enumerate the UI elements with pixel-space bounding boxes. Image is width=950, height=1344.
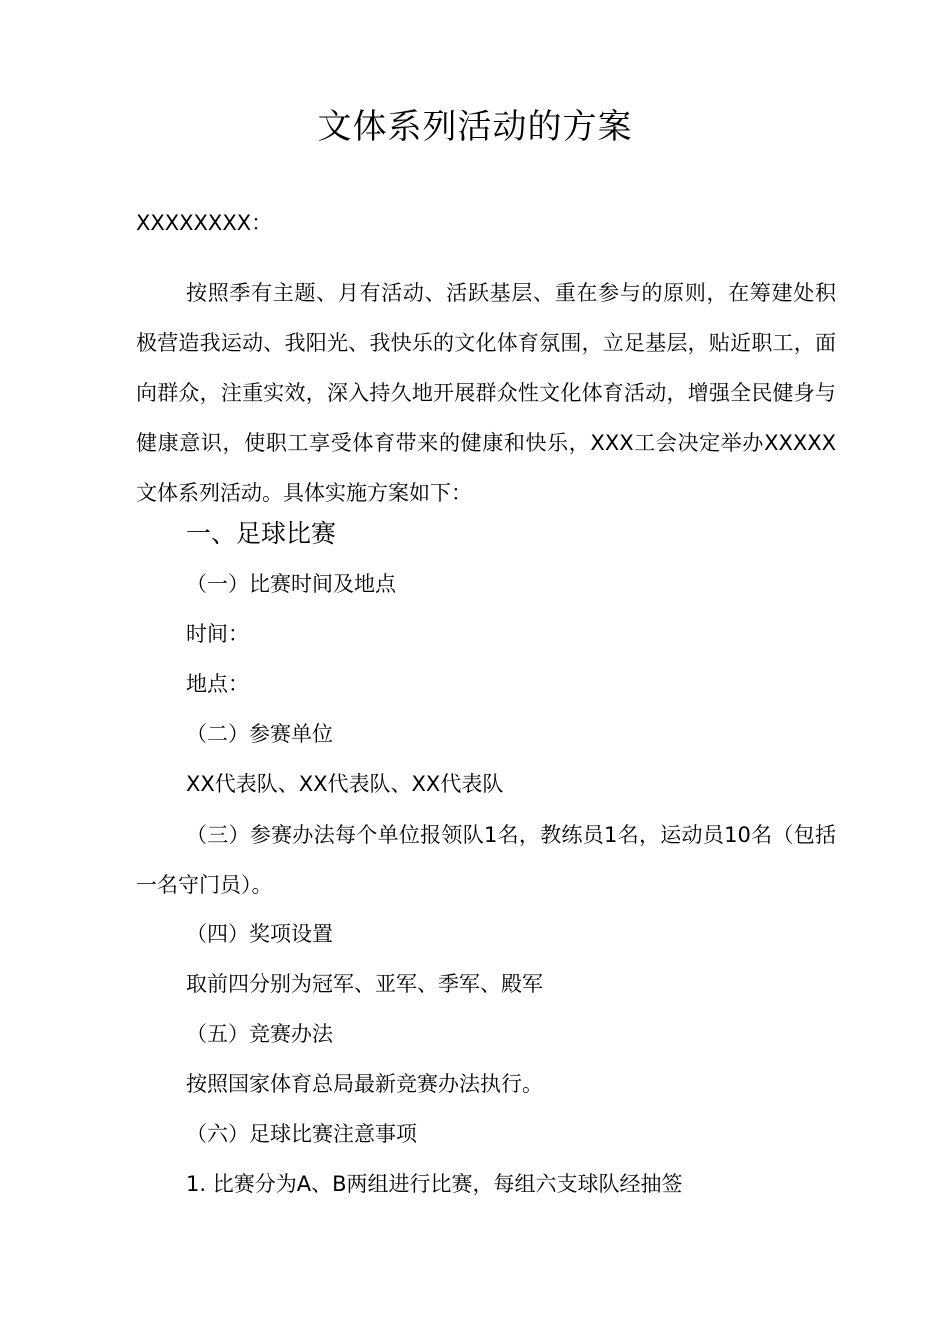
participant-units: XX代表队、XX代表队、XX代表队 <box>186 772 504 796</box>
document-title: 文体系列活动的方案 <box>317 107 633 147</box>
subheading-competition-method: （五）竞赛办法 <box>186 1022 333 1046</box>
participation-rules-paragraph: （三）参赛办法每个单位报领队1名，教练员1名，运动员10名（包括一名守门员）。 <box>136 823 836 897</box>
subheading-time-place: （一）比赛时间及地点 <box>186 572 396 596</box>
salutation: XXXXXXXX： <box>136 211 273 235</box>
competition-method-text: 按照国家体育总局最新竞赛办法执行。 <box>186 1072 543 1096</box>
time-label: 时间： <box>186 622 249 646</box>
subheading-football-notes: （六）足球比赛注意事项 <box>186 1122 417 1146</box>
section-heading-football: 一、足球比赛 <box>186 519 337 548</box>
awards-text: 取前四分别为冠军、亚军、季军、殿军 <box>186 972 543 996</box>
intro-paragraph: 按照季有主题、月有活动、活跃基层、重在参与的原则，在筹建处积极营造我运动、我阳光、我快乐的文化体育氛围，立足基层，贴近职工，面向群众，注重实效，深入持久地开展群众性文化体育活动，增强全民健身与健康意识，使职工享受体育带来的健康和快乐，XXX工会决定举办XXXXX文体系列活动。具体实施方案如下： <box>136 281 836 505</box>
subheading-participants: （二）参赛单位 <box>186 722 333 746</box>
subheading-awards: （四）奖项设置 <box>186 922 333 946</box>
place-label: 地点： <box>186 672 249 696</box>
football-note-1: 1. 比赛分为A、B两组进行比赛，每组六支球队经抽签 <box>186 1172 683 1196</box>
